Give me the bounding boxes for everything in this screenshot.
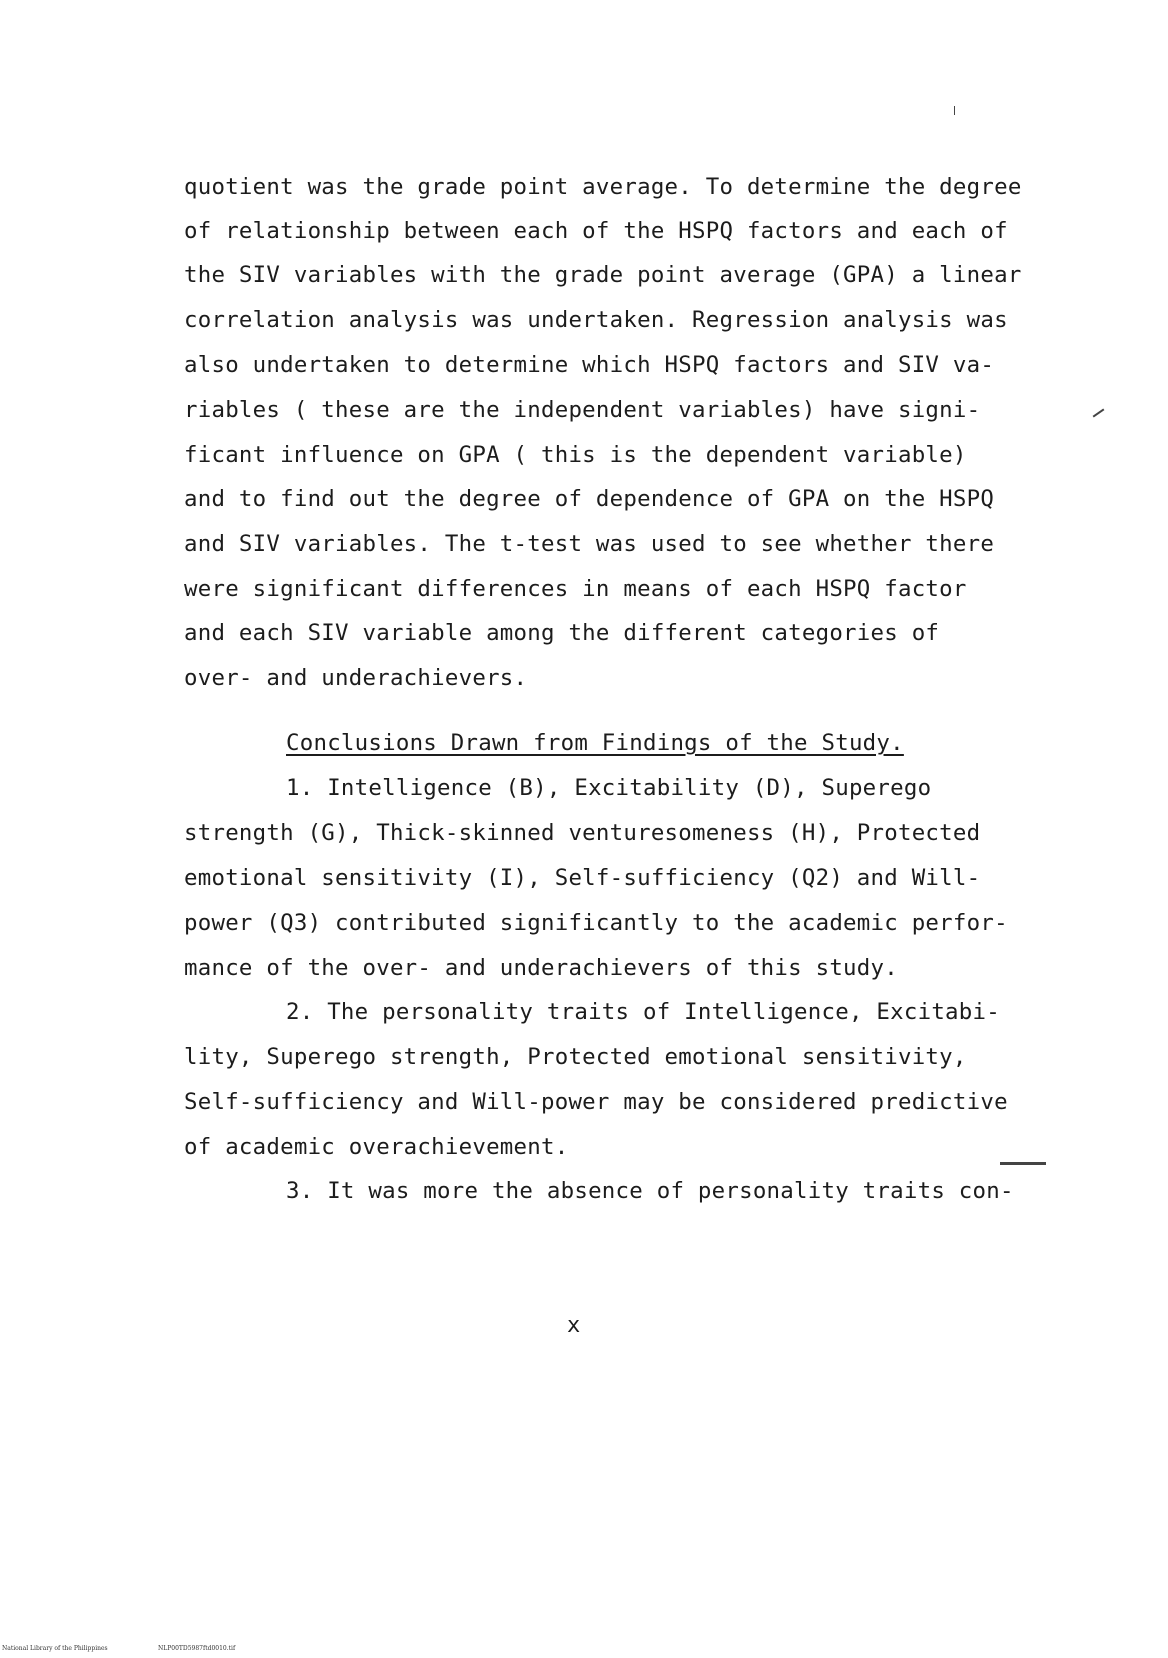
text-line: also undertaken to determine which HSPQ factors and SIV va-: [184, 352, 995, 378]
text-line: over- and underachievers.: [184, 665, 528, 691]
text-line: mance of the over- and underachievers of this study.: [184, 955, 898, 981]
text-line: of academic overachievement.: [184, 1134, 569, 1160]
text-line: ficant influence on GPA ( this is the dependent variable): [184, 442, 967, 468]
section-heading: Conclusions Drawn from Findings of the Study.: [286, 730, 904, 756]
text-line: and SIV variables. The t-test was used to see whether there: [184, 531, 995, 557]
text-line: emotional sensitivity (I), Self-sufficiency (Q2) and Will-: [184, 865, 981, 891]
text-line: 1. Intelligence (B), Excitability (D), Superego: [286, 775, 932, 801]
text-line: and each SIV variable among the different categories of: [184, 620, 940, 646]
text-line: of relationship between each of the HSPQ factors and each of: [184, 218, 1008, 244]
scan-mark: [954, 106, 955, 115]
text-line: and to find out the degree of dependence of GPA on the HSPQ: [184, 486, 995, 512]
footer-library: National Library of the Philippines: [2, 1645, 108, 1652]
text-line: were significant differences in means of each HSPQ factor: [184, 576, 967, 602]
text-line: strength (G), Thick-skinned venturesomeness (H), Protected: [184, 820, 981, 846]
text-line: quotient was the grade point average. To determine the degree: [184, 174, 1022, 200]
text-line: correlation analysis was undertaken. Regression analysis was: [184, 307, 1008, 333]
footer-filename: NLP00TD5987ftd0010.tif: [158, 1645, 236, 1652]
text-line: 3. It was more the absence of personality traits con-: [286, 1178, 1014, 1204]
text-line: Self-sufficiency and Will-power may be considered predictive: [184, 1089, 1008, 1115]
text-line: lity, Superego strength, Protected emotional sensitivity,: [184, 1044, 967, 1070]
text-line: power (Q3) contributed significantly to the academic perfor-: [184, 910, 1008, 936]
scan-mark: [1000, 1162, 1046, 1165]
text-line: riables ( these are the independent variables) have signi-: [184, 397, 981, 423]
page-number: x: [567, 1313, 581, 1338]
scan-mark: [1093, 408, 1105, 417]
text-line: the SIV variables with the grade point average (GPA) a linear: [184, 262, 1022, 288]
text-line: 2. The personality traits of Intelligence, Excitabi-: [286, 999, 1000, 1025]
